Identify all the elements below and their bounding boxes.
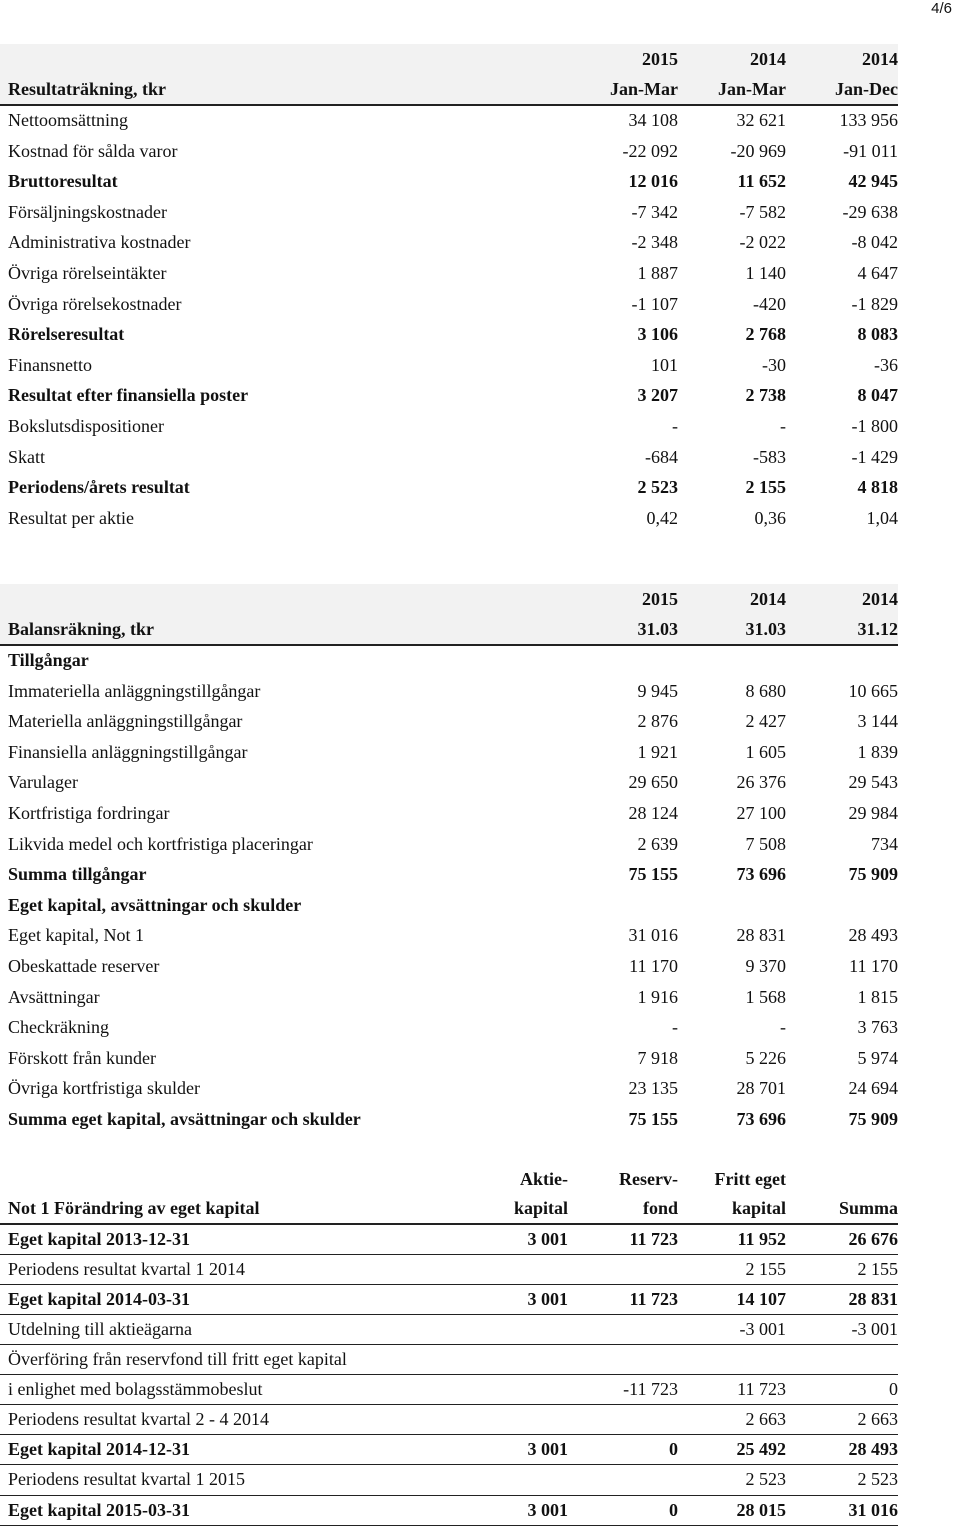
row-value: 23 135 xyxy=(628,1078,678,1099)
table-row xyxy=(0,166,898,197)
row-value xyxy=(570,890,678,921)
row-label: Förskott från kunder xyxy=(8,1047,156,1068)
row-label: Summa tillgångar xyxy=(8,864,147,885)
row-value: 734 xyxy=(871,833,898,854)
row-value: 0 xyxy=(786,1375,898,1405)
table-row xyxy=(0,442,898,473)
row-value: 4 818 xyxy=(857,477,898,498)
row-value: 11 652 xyxy=(737,171,786,192)
table-row xyxy=(0,890,898,921)
row-value xyxy=(570,645,678,676)
table-row xyxy=(0,676,898,707)
row-label: Bokslutsdispositioner xyxy=(8,415,165,436)
row-value: 32 621 xyxy=(736,110,786,131)
row-value: 8 680 xyxy=(745,680,786,701)
row-label: Checkräkning xyxy=(8,1017,109,1038)
row-value: 7 508 xyxy=(745,833,786,854)
row-label: Periodens resultat kvartal 1 2015 xyxy=(0,1465,460,1495)
row-label: Administrativa kostnader xyxy=(8,232,191,253)
table-row xyxy=(0,381,898,412)
table-row xyxy=(0,1104,898,1135)
income-rows xyxy=(0,105,898,533)
row-label: Kostnad för sålda varor xyxy=(8,140,178,161)
row-value xyxy=(460,1254,568,1284)
row-value: -1 107 xyxy=(631,293,678,314)
row-value: 9 945 xyxy=(637,680,678,701)
table-row xyxy=(0,1314,898,1344)
row-value: 1 815 xyxy=(857,986,898,1007)
row-value: 2 663 xyxy=(786,1405,898,1435)
table-row xyxy=(0,1465,898,1495)
row-value: 42 945 xyxy=(848,171,898,192)
row-label: Nettoomsättning xyxy=(8,110,128,131)
row-value: -91 011 xyxy=(843,140,898,161)
row-value xyxy=(568,1465,678,1495)
row-value: -420 xyxy=(753,293,786,314)
table-row xyxy=(0,645,898,676)
row-value: 1 839 xyxy=(857,741,898,762)
balance-sheet-table xyxy=(0,584,898,1135)
row-value: 7 918 xyxy=(637,1047,678,1068)
row-value: 28 015 xyxy=(678,1495,786,1525)
row-value: 11 952 xyxy=(678,1224,786,1254)
row-value: 3 001 xyxy=(460,1224,568,1254)
equity-rows xyxy=(0,1224,898,1525)
row-value: -29 638 xyxy=(842,201,898,222)
row-value: -22 092 xyxy=(622,140,678,161)
row-value xyxy=(568,1405,678,1435)
row-value: 2 663 xyxy=(678,1405,786,1435)
row-value xyxy=(460,1345,568,1375)
row-value: 2 523 xyxy=(637,477,678,498)
row-value: 25 492 xyxy=(678,1435,786,1465)
row-value: - xyxy=(780,415,786,436)
column-header: Reserv- xyxy=(619,1168,678,1189)
table-row xyxy=(0,1435,898,1465)
row-value: -11 723 xyxy=(568,1375,678,1405)
row-value: 1,04 xyxy=(866,507,898,528)
table-row xyxy=(0,829,898,860)
row-value: 75 155 xyxy=(628,864,678,885)
table-row xyxy=(0,737,898,768)
row-value: -3 001 xyxy=(678,1314,786,1344)
row-value: 73 696 xyxy=(736,1108,786,1129)
row-value: 2 523 xyxy=(678,1465,786,1495)
row-value: - xyxy=(780,1017,786,1038)
equity-title: Not 1 Förändring av eget kapital xyxy=(0,1194,460,1224)
row-value: -7 342 xyxy=(631,201,678,222)
row-value: 2 768 xyxy=(745,324,786,345)
balance-rows xyxy=(0,645,898,1135)
row-value: 26 676 xyxy=(786,1224,898,1254)
row-value xyxy=(460,1405,568,1435)
row-label: Övriga rörelsekostnader xyxy=(8,293,182,314)
row-value: -36 xyxy=(874,354,898,375)
row-value: 11 723 xyxy=(678,1375,786,1405)
row-value: 34 108 xyxy=(628,110,678,131)
row-label: Eget kapital 2013-12-31 xyxy=(0,1224,460,1254)
row-value: 3 207 xyxy=(637,385,678,406)
table-row xyxy=(0,503,898,534)
row-value: 1 605 xyxy=(745,741,786,762)
row-value: 3 144 xyxy=(857,711,898,732)
year-header: 2014 xyxy=(786,584,898,615)
row-value: 2 876 xyxy=(637,711,678,732)
row-label: Likvida medel och kortfristiga placeringar xyxy=(8,833,313,854)
row-label: Försäljningskostnader xyxy=(8,201,167,222)
balance-title: Balansräkning, tkr xyxy=(0,615,570,646)
row-value xyxy=(568,1314,678,1344)
row-value xyxy=(568,1345,678,1375)
row-value: -20 969 xyxy=(730,140,786,161)
year-header: 2014 xyxy=(678,44,786,75)
row-value xyxy=(460,1314,568,1344)
row-value: -2 022 xyxy=(739,232,786,253)
row-value xyxy=(678,1345,786,1375)
table-row xyxy=(0,859,898,890)
row-value: 26 376 xyxy=(736,772,786,793)
balance-header-dates xyxy=(0,615,898,646)
row-label: Obeskattade reserver xyxy=(8,955,160,976)
row-value: 28 831 xyxy=(786,1284,898,1314)
balance-header-years xyxy=(0,584,898,615)
row-value: 8 047 xyxy=(857,385,898,406)
row-value: 1 887 xyxy=(637,262,678,283)
column-header: kapital xyxy=(460,1194,568,1224)
table-row xyxy=(0,706,898,737)
row-value: 0 xyxy=(568,1435,678,1465)
row-value: 3 106 xyxy=(637,324,678,345)
row-value: - xyxy=(672,1017,678,1038)
row-label: Avsättningar xyxy=(8,986,100,1007)
column-header: fond xyxy=(568,1194,678,1224)
row-label: Immateriella anläggningstillgångar xyxy=(8,680,261,701)
row-value xyxy=(786,645,898,676)
row-value: 0,42 xyxy=(646,507,678,528)
row-label: Resultat efter finansiella poster xyxy=(8,385,249,406)
row-value: 28 493 xyxy=(786,1435,898,1465)
year-header: 2015 xyxy=(570,44,678,75)
row-label: Resultat per aktie xyxy=(8,507,134,528)
row-value: 1 140 xyxy=(745,262,786,283)
row-value: 11 723 xyxy=(568,1224,678,1254)
row-value xyxy=(568,1254,678,1284)
row-label: Summa eget kapital, avsättningar och skulder xyxy=(8,1108,361,1129)
row-value: -1 429 xyxy=(851,446,898,467)
year-header: 2015 xyxy=(570,584,678,615)
row-value: 29 543 xyxy=(848,772,898,793)
row-value: 9 370 xyxy=(745,955,786,976)
row-value: 5 974 xyxy=(857,1047,898,1068)
row-label: Skatt xyxy=(8,446,46,467)
table-row xyxy=(0,228,898,259)
row-value: 28 831 xyxy=(736,925,786,946)
row-value: 24 694 xyxy=(848,1078,898,1099)
row-value: -30 xyxy=(762,354,786,375)
row-value xyxy=(786,890,898,921)
row-label: Bruttoresultat xyxy=(8,171,118,192)
row-value: 2 523 xyxy=(786,1465,898,1495)
row-value: 28 124 xyxy=(628,802,678,823)
table-row xyxy=(0,289,898,320)
table-row xyxy=(0,350,898,381)
row-value: 5 226 xyxy=(745,1047,786,1068)
table-row xyxy=(0,1074,898,1105)
row-value: 1 568 xyxy=(745,986,786,1007)
row-label: Eget kapital 2015-03-31 xyxy=(0,1495,460,1525)
table-row xyxy=(0,197,898,228)
row-label: Eget kapital, Not 1 xyxy=(8,925,144,946)
row-value: 101 xyxy=(651,354,678,375)
row-label: Utdelning till aktieägarna xyxy=(0,1314,460,1344)
row-value: 14 107 xyxy=(678,1284,786,1314)
row-label: Överföring från reservfond till fritt eget kapital xyxy=(0,1345,460,1375)
row-value: 75 155 xyxy=(628,1108,678,1129)
table-row xyxy=(0,1405,898,1435)
row-label: Kortfristiga fordringar xyxy=(8,802,170,823)
row-value: 3 001 xyxy=(460,1435,568,1465)
table-row xyxy=(0,798,898,829)
row-label: Periodens resultat kvartal 2 - 4 2014 xyxy=(0,1405,460,1435)
table-row xyxy=(0,105,898,136)
equity-header-bottom xyxy=(0,1194,898,1224)
row-value xyxy=(460,1375,568,1405)
date-header: 31.03 xyxy=(570,615,678,646)
equity-header-top xyxy=(0,1164,898,1194)
row-value: 2 639 xyxy=(637,833,678,854)
row-value: 3 001 xyxy=(460,1495,568,1525)
table-row xyxy=(0,1345,898,1375)
row-value: 73 696 xyxy=(736,864,786,885)
row-value: 29 650 xyxy=(628,772,678,793)
column-header xyxy=(786,1164,898,1194)
row-value: -3 001 xyxy=(786,1314,898,1344)
table-row xyxy=(0,136,898,167)
period-header: Jan-Mar xyxy=(678,75,786,106)
row-value: 11 723 xyxy=(568,1284,678,1314)
row-value: 31 016 xyxy=(786,1495,898,1525)
row-value: 2 155 xyxy=(786,1254,898,1284)
row-value: -583 xyxy=(753,446,786,467)
row-value xyxy=(786,1345,898,1375)
row-value: -8 042 xyxy=(851,232,898,253)
row-value: 1 916 xyxy=(637,986,678,1007)
row-label: Periodens resultat kvartal 1 2014 xyxy=(0,1254,460,1284)
income-header-periods xyxy=(0,75,898,106)
row-label: Finansiella anläggningstillgångar xyxy=(8,741,248,762)
table-row xyxy=(0,1224,898,1254)
column-header: Aktie- xyxy=(520,1168,568,1189)
table-row xyxy=(0,319,898,350)
table-row xyxy=(0,258,898,289)
row-value: -7 582 xyxy=(739,201,786,222)
table-row xyxy=(0,1495,898,1525)
period-header: Jan-Dec xyxy=(786,75,898,106)
row-value: 10 665 xyxy=(848,680,898,701)
row-label: Periodens/årets resultat xyxy=(8,477,190,498)
table-row xyxy=(0,1012,898,1043)
table-row xyxy=(0,1375,898,1405)
row-label: Övriga kortfristiga skulder xyxy=(8,1078,200,1099)
period-header: Jan-Mar xyxy=(570,75,678,106)
row-value xyxy=(460,1465,568,1495)
table-row xyxy=(0,1254,898,1284)
date-header: 31.03 xyxy=(678,615,786,646)
row-value: 28 701 xyxy=(736,1078,786,1099)
row-value: 1 921 xyxy=(637,741,678,762)
income-header-years xyxy=(0,44,898,75)
year-header: 2014 xyxy=(678,584,786,615)
row-value: -1 829 xyxy=(851,293,898,314)
table-row xyxy=(0,951,898,982)
row-value xyxy=(678,890,786,921)
table-row xyxy=(0,411,898,442)
row-value xyxy=(678,645,786,676)
table-row xyxy=(0,921,898,952)
row-label: Eget kapital, avsättningar och skulder xyxy=(8,894,302,915)
row-value: - xyxy=(672,415,678,436)
row-value: 0,36 xyxy=(754,507,786,528)
table-row xyxy=(0,982,898,1013)
row-value: 8 083 xyxy=(857,324,898,345)
row-value: 4 647 xyxy=(857,262,898,283)
row-value: 0 xyxy=(568,1495,678,1525)
table-row xyxy=(0,472,898,503)
column-header: Summa xyxy=(786,1194,898,1224)
income-title: Resultaträkning, tkr xyxy=(0,75,570,106)
row-label: Finansnetto xyxy=(8,354,92,375)
row-value: 28 493 xyxy=(848,925,898,946)
row-value: 2 155 xyxy=(678,1254,786,1284)
row-value: -1 800 xyxy=(851,415,898,436)
row-label: Tillgångar xyxy=(8,650,89,671)
row-value: 2 427 xyxy=(745,711,786,732)
row-label: Varulager xyxy=(8,772,78,793)
row-label: Övriga rörelseintäkter xyxy=(8,262,167,283)
row-value: 3 763 xyxy=(857,1017,898,1038)
row-value: 29 984 xyxy=(848,802,898,823)
row-label: Materiella anläggningstillgångar xyxy=(8,711,243,732)
row-value: -684 xyxy=(645,446,678,467)
row-value: 75 909 xyxy=(848,864,898,885)
row-value: 2 155 xyxy=(745,477,786,498)
row-value: 27 100 xyxy=(736,802,786,823)
year-header: 2014 xyxy=(786,44,898,75)
equity-changes-table xyxy=(0,1164,898,1526)
row-value: 12 016 xyxy=(628,171,678,192)
row-label: Eget kapital 2014-03-31 xyxy=(0,1284,460,1314)
row-label: Rörelseresultat xyxy=(8,324,125,345)
page-number: 4/6 xyxy=(931,0,952,17)
date-header: 31.12 xyxy=(786,615,898,646)
row-value: 75 909 xyxy=(848,1108,898,1129)
row-label: i enlighet med bolagsstämmobeslut xyxy=(0,1375,460,1405)
row-value: 31 016 xyxy=(628,925,678,946)
column-header: kapital xyxy=(678,1194,786,1224)
row-value: 11 170 xyxy=(629,955,678,976)
table-row xyxy=(0,1043,898,1074)
row-value: 11 170 xyxy=(849,955,898,976)
row-value: -2 348 xyxy=(631,232,678,253)
table-row xyxy=(0,768,898,799)
row-value: 133 956 xyxy=(839,110,898,131)
row-value: 2 738 xyxy=(745,385,786,406)
table-row xyxy=(0,1284,898,1314)
income-statement-table xyxy=(0,44,898,534)
row-label: Eget kapital 2014-12-31 xyxy=(0,1435,460,1465)
column-header: Fritt eget xyxy=(714,1168,786,1189)
row-value: 3 001 xyxy=(460,1284,568,1314)
